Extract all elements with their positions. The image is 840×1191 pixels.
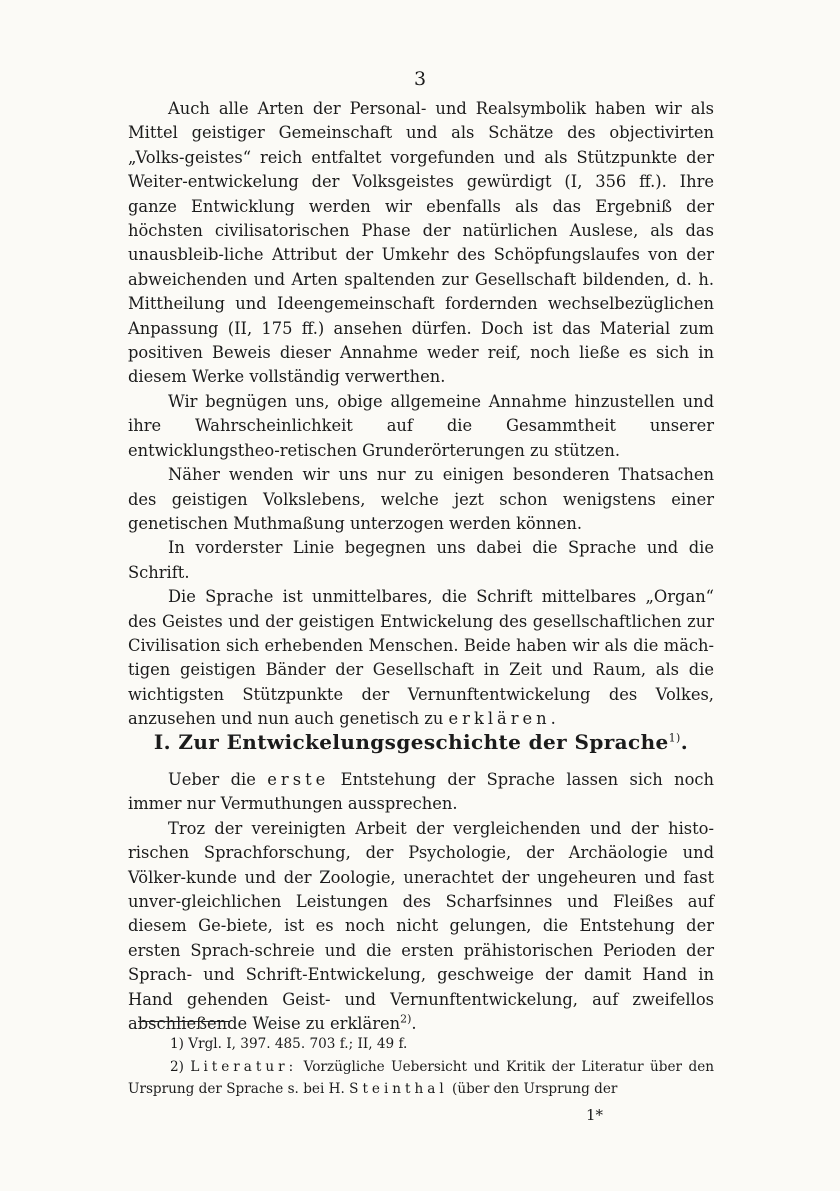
footnote-2-label: Literatur:	[190, 1058, 298, 1075]
footnote-2	[128, 1056, 714, 1101]
footnote-2-number: 2)	[170, 1058, 184, 1075]
printer-signature: 1*	[586, 1106, 604, 1124]
spaced-word-erste: erste	[267, 770, 330, 789]
footnote-2-tail: (über den Ursprung der	[452, 1081, 618, 1097]
footnote-2-author: Steinthal	[349, 1081, 448, 1097]
paragraph-entstehung-rest: Entstehung der Sprache lassen sich noch immer nur Vermuthungen aussprechen.	[128, 770, 714, 814]
paragraph-sprache-schrift: In vorderster Linie begegnen uns dabei die Sprache und die Schrift.	[128, 538, 714, 582]
body-footnote-ref: 2)	[400, 1012, 412, 1026]
section-heading-text: I. Zur Entwickelungsgeschichte der Sprache	[153, 730, 669, 754]
section-heading	[128, 730, 714, 754]
paragraph-symbolik: Auch alle Arten der Personal- und Realsymbolik haben wir als Mittel geistiger Gemeinschaft und als Schätze des objectivirten „Volks-geistes“ reich entfaltet vorgefunden und als Stützpunkte der Weiter-entwickelung der Volksgeistes gewürdigt (I, 356 ff.). Ihre ganze Entwicklung werden wir ebenfalls als das Ergebniß der höchsten civilisatorischen Phase der natürlichen Auslese, als das unausbleib-liche Attribut der Umkehr des Schöpfungslaufes von der abweichenden und Arten spaltenden zur Gesellschaft bildenden, d. h. Mittheilung und Ideengemeinschaft fordernden wechselbezüglichen Anpassung (II, 175 ff.) ansehen dürfen. Doch ist das Material zum positiven Beweis dieser Annahme weder reif, noch ließe es sich in diesem Werke vollständig verwerthen.	[128, 99, 714, 387]
main-text	[128, 97, 714, 732]
paragraph-entstehung-start: Ueber die	[168, 770, 256, 789]
paragraph-organ-end: .	[550, 709, 556, 729]
footnote-2-text: Vorzügliche Uebersicht und Kritik der Literatur über den Ursprung der Sprache s. bei H.	[128, 1058, 714, 1097]
paragraph-volksleben: Näher wenden wir uns nur zu einigen besonderen Thatsachen des geistigen Volkslebens, welche jezt schon wenigstens einer genetischen Muthmaßung unterzogen werden können.	[128, 465, 714, 533]
footnote-divider	[138, 1021, 230, 1022]
paragraph-sprachforschung-end: .	[411, 1014, 417, 1034]
section-text	[128, 768, 714, 1036]
paragraph-sprachforschung	[128, 817, 714, 1037]
paragraph-sprachforschung-text: Troz der vereinigten Arbeit der vergleichenden und der histo-rischen Sprachforschung, der Psychologie, der Archäologie und Völker-kunde und der Zoologie, unerachtet der ungeheuren und fast unver-gleichlichen Leistungen des Scharfsinnes und Fleißes auf diesem Ge-biete, ist es noch nicht gelungen, die Entstehung der ersten Sprach-schreie und die ersten prähistorischen Perioden der Sprach- und Schrift-Entwickelung, geschweige der damit Hand in Hand gehenden Geist- und Vernunftentwickelung, auf zweifellos abschließende Weise zu erklären	[128, 818, 714, 1034]
section-heading-end: .	[680, 730, 689, 754]
page-number: 3	[413, 68, 427, 90]
spaced-word-erklaeren: erklären	[448, 709, 551, 729]
heading-footnote-ref: 1)	[668, 731, 681, 745]
paragraph-organ-text: Die Sprache ist unmittelbares, die Schrift mittelbares „Organ“ des Geistes und der geistigen Entwickelung des gesellschaftlichen zur Civilisation sich erhebenden Menschen. Beide haben wir als die mäch-tigen geistigen Bänder der Gesellschaft in Zeit und Raum, als die wichtigsten Stützpunkte der Vernunftentwickelung des Volkes, anzusehen und nun auch genetisch zu	[128, 587, 714, 729]
paragraph-entstehung	[128, 768, 714, 817]
paragraph-annahme: Wir begnügen uns, obige allgemeine Annahme hinzustellen und ihre Wahrscheinlichkeit auf die Gesammtheit unserer entwicklungstheo-retischen Grunderörterungen zu stützen.	[128, 391, 714, 460]
footnotes	[128, 1033, 714, 1101]
paragraph-organ	[128, 585, 714, 731]
footnote-1: 1) Vrgl. I, 397. 485. 703 f.; II, 49 f.	[170, 1036, 408, 1052]
